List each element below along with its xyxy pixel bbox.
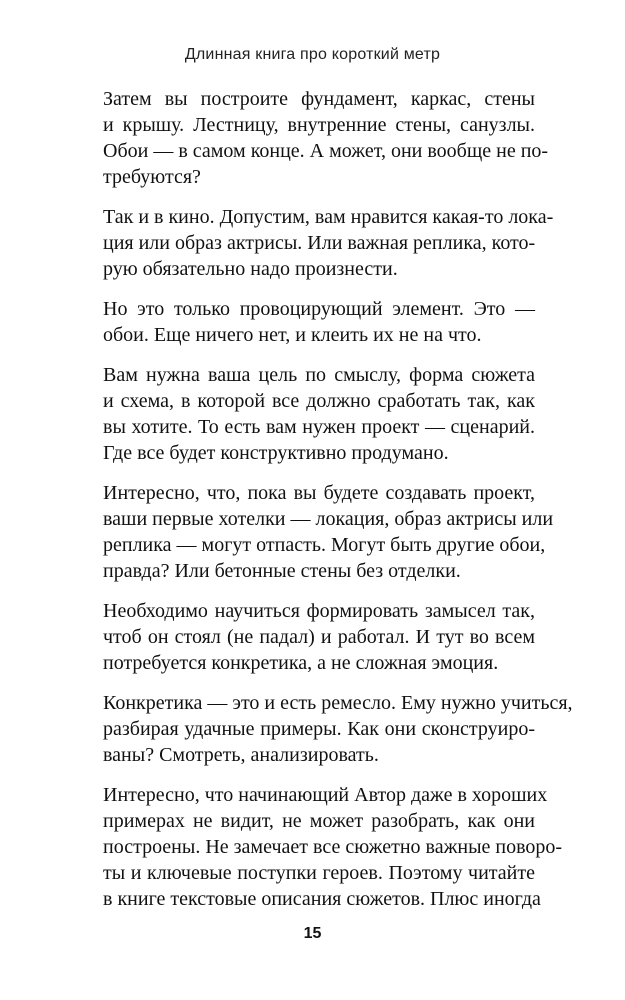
- text-line: Затем вы построите фундамент, каркас, стены: [103, 88, 535, 110]
- text-line: Интересно, что начинающий Автор даже в хороших: [103, 784, 548, 806]
- body-text: [103, 86, 573, 926]
- text-line: в книге текстовые описания сюжетов. Плюс иногда: [103, 888, 541, 910]
- text-line: Так и в кино. Допустим, вам нравится какая-то лока-: [103, 206, 554, 228]
- paragraph: [103, 86, 549, 190]
- paragraph: [103, 690, 573, 768]
- text-line: и схема, в которой все должно сработать так, как: [103, 390, 535, 412]
- text-line: примерах не видит, не может разобрать, как они: [103, 810, 535, 832]
- paragraph: [103, 598, 535, 676]
- text-line: ты и ключевые поступки героев. Поэтому читайте: [103, 862, 535, 884]
- text-line: Интересно, что, пока вы будете создавать проект,: [103, 482, 535, 504]
- text-line: Где все будет конструктивно продумано.: [103, 442, 449, 464]
- text-line: правда? Или бетонные стены без отделки.: [103, 560, 461, 582]
- text-line: ция или образ актрисы. Или важная реплика, кото-: [103, 232, 536, 254]
- text-line: чтоб он стоял (не падал) и работал. И тут во всем: [103, 626, 535, 648]
- text-line: рую обязательно надо произнести.: [103, 258, 398, 280]
- text-line: Вам нужна ваша цель по смыслу, форма сюжета: [103, 364, 535, 386]
- text-line: ваши первые хотелки — локация, образ актрисы или: [103, 508, 554, 530]
- text-line: Конкретика — это и есть ремесло. Ему нужно учиться,: [103, 692, 573, 714]
- paragraph: [103, 362, 535, 466]
- page-number: 15: [303, 925, 322, 942]
- text-line: реплика — могут отпасть. Могут быть другие обои,: [103, 534, 546, 556]
- paragraph: [103, 782, 563, 912]
- text-line: ваны? Смотреть, анализировать.: [103, 744, 379, 766]
- text-line: и крышу. Лестницу, внутренние стены, санузлы.: [103, 114, 535, 136]
- text-line: Но это только провоцирующий элемент. Это —: [103, 298, 535, 320]
- paragraph: [103, 480, 554, 584]
- text-line: разбирая удачные примеры. Как они сконструиро-: [103, 718, 535, 740]
- text-line: Необходимо научиться формировать замысел так,: [103, 600, 535, 622]
- text-line: построены. Не замечает все сюжетно важные поворо-: [103, 836, 563, 858]
- running-title: Длинная книга про короткий метр: [184, 46, 441, 63]
- text-line: Обои — в самом конце. А может, они вообще не по-: [103, 140, 549, 162]
- text-line: обои. Еще ничего нет, и клеить их не на что.: [103, 324, 482, 346]
- text-line: вы хотите. То есть вам нужен проект — сценарий.: [103, 416, 535, 438]
- paragraph: [103, 296, 535, 348]
- paragraph: [103, 204, 554, 282]
- text-line: потребуется конкретика, а не сложная эмоция.: [103, 652, 499, 674]
- text-line: требуются?: [103, 166, 201, 188]
